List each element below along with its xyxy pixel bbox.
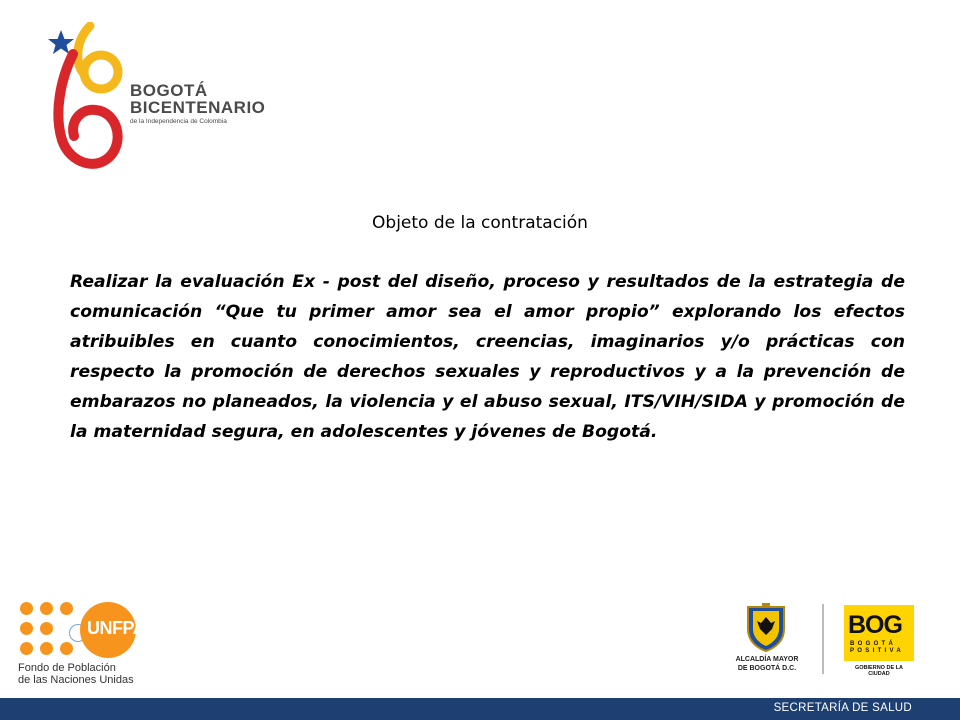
bogota-coat-of-arms-icon <box>743 603 789 653</box>
bog-caption: GOBIERNO DE LA CIUDAD <box>855 665 903 677</box>
bog-subtitle-line1: BOGOTÁ <box>850 641 897 647</box>
footer-bar <box>0 698 960 720</box>
bogota-positiva-logo <box>844 605 914 675</box>
unfpa-caption <box>18 662 134 686</box>
unfpa-logo <box>18 600 168 690</box>
bogota-bicentenario-logo <box>40 22 266 182</box>
bicentenario-title-line1: BOGOTÁ <box>130 81 208 100</box>
bog-subtitle-line2: POSITIVA <box>850 648 904 654</box>
alcaldia-mayor-logo <box>732 600 802 682</box>
unfpa-caption-line1: Fondo de Población <box>18 662 116 674</box>
bog-subtitle <box>850 641 904 655</box>
bog-wordmark: BOG <box>848 611 902 639</box>
unfpa-caption-line2: de las Naciones Unidas <box>18 674 134 686</box>
logo-divider <box>822 604 824 674</box>
alcaldia-caption-line2: DE BOGOTÁ D.C. <box>737 665 797 672</box>
contract-object-text: Realizar la evaluación Ex - post del diseño, proceso y resultados de la estrategia de comunicación “Que tu primer amor sea el amor propio” explorando los efectos atribuibles en cuanto conocimientos, creencias, imaginarios y/o prácticas con respecto la promoción de derechos sexuales y reproductivos y a la prevención de embarazos no planeados, la violencia y el abuso sexual, ITS/VIH/SIDA y promoción de la maternidad segura, en adolescentes y jóvenes de Bogotá. <box>70 272 905 442</box>
bicentenario-title-line2: BICENTENARIO <box>130 98 266 117</box>
alcaldia-caption-line1: ALCALDÍA MAYOR <box>735 656 799 663</box>
section-heading: Objeto de la contratación <box>372 213 588 233</box>
footer-label: SECRETARÍA DE SALUD <box>773 702 912 714</box>
bicentenario-subtitle: de la Independencia de Colombia <box>130 118 227 125</box>
unfpa-wordmark: UNFPA <box>87 618 146 638</box>
